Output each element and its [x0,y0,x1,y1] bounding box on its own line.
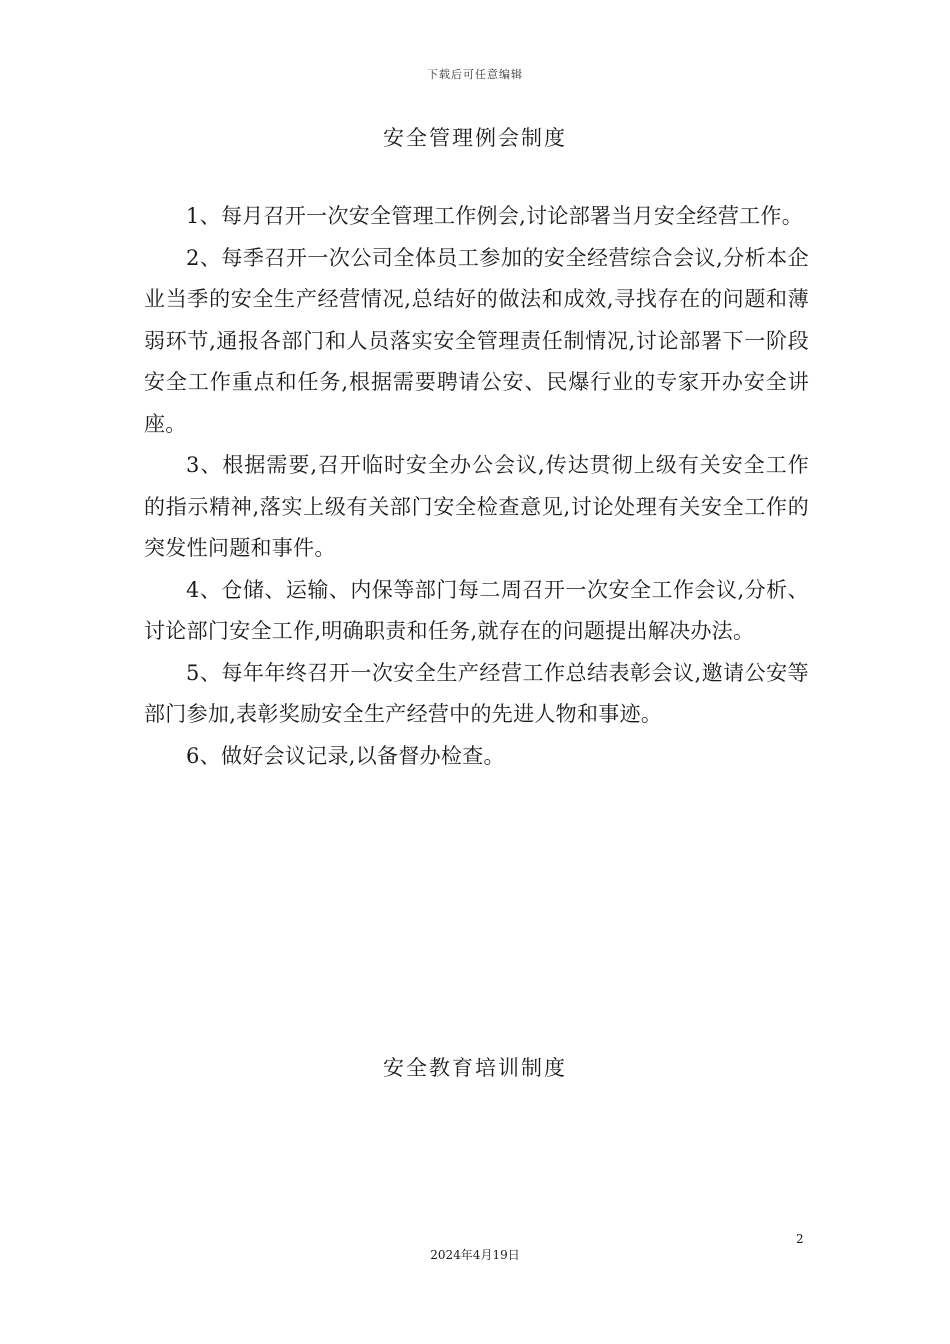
paragraph-2: 2、每季召开一次公司全体员工参加的安全经营综合会议,分析本企业当季的安全生产经营情况,总结好的做法和成效,寻找存在的问题和薄弱环节,通报各部门和人员落实安全管理责任制情况,讨论部署下一阶段安全工作重点和任务,根据需要聘请公安、民爆行业的专家开办安全讲座。 [144,245,809,436]
paragraph-1: 1、每月召开一次安全管理工作例会,讨论部署当月安全经营工作。 [186,204,804,228]
section-title-training-system: 安全教育培训制度 [383,1056,567,1080]
document-body [144,196,809,777]
section-title-meeting-system: 安全管理例会制度 [383,126,567,150]
header-note: 下载后可任意编辑 [427,68,523,81]
paragraph-4: 4、仓储、运输、内保等部门每二周召开一次安全工作会议,分析、讨论部门安全工作,明确职责和任务,就存在的问题提出解决办法。 [144,577,809,643]
footer-date: 2024年4月19日 [430,1248,520,1262]
paragraph-5: 5、每年年终召开一次安全生产经营工作总结表彰会议,邀请公安等部门参加,表彰奖励安全生产经营中的先进人物和事迹。 [144,660,809,726]
paragraph-3: 3、根据需要,召开临时安全办公会议,传达贯彻上级有关安全工作的指示精神,落实上级有关部门安全检查意见,讨论处理有关安全工作的突发性问题和事件。 [144,453,809,560]
paragraph-6: 6、做好会议记录,以备督办检查。 [186,743,505,768]
page-number: 2 [796,1232,804,1246]
